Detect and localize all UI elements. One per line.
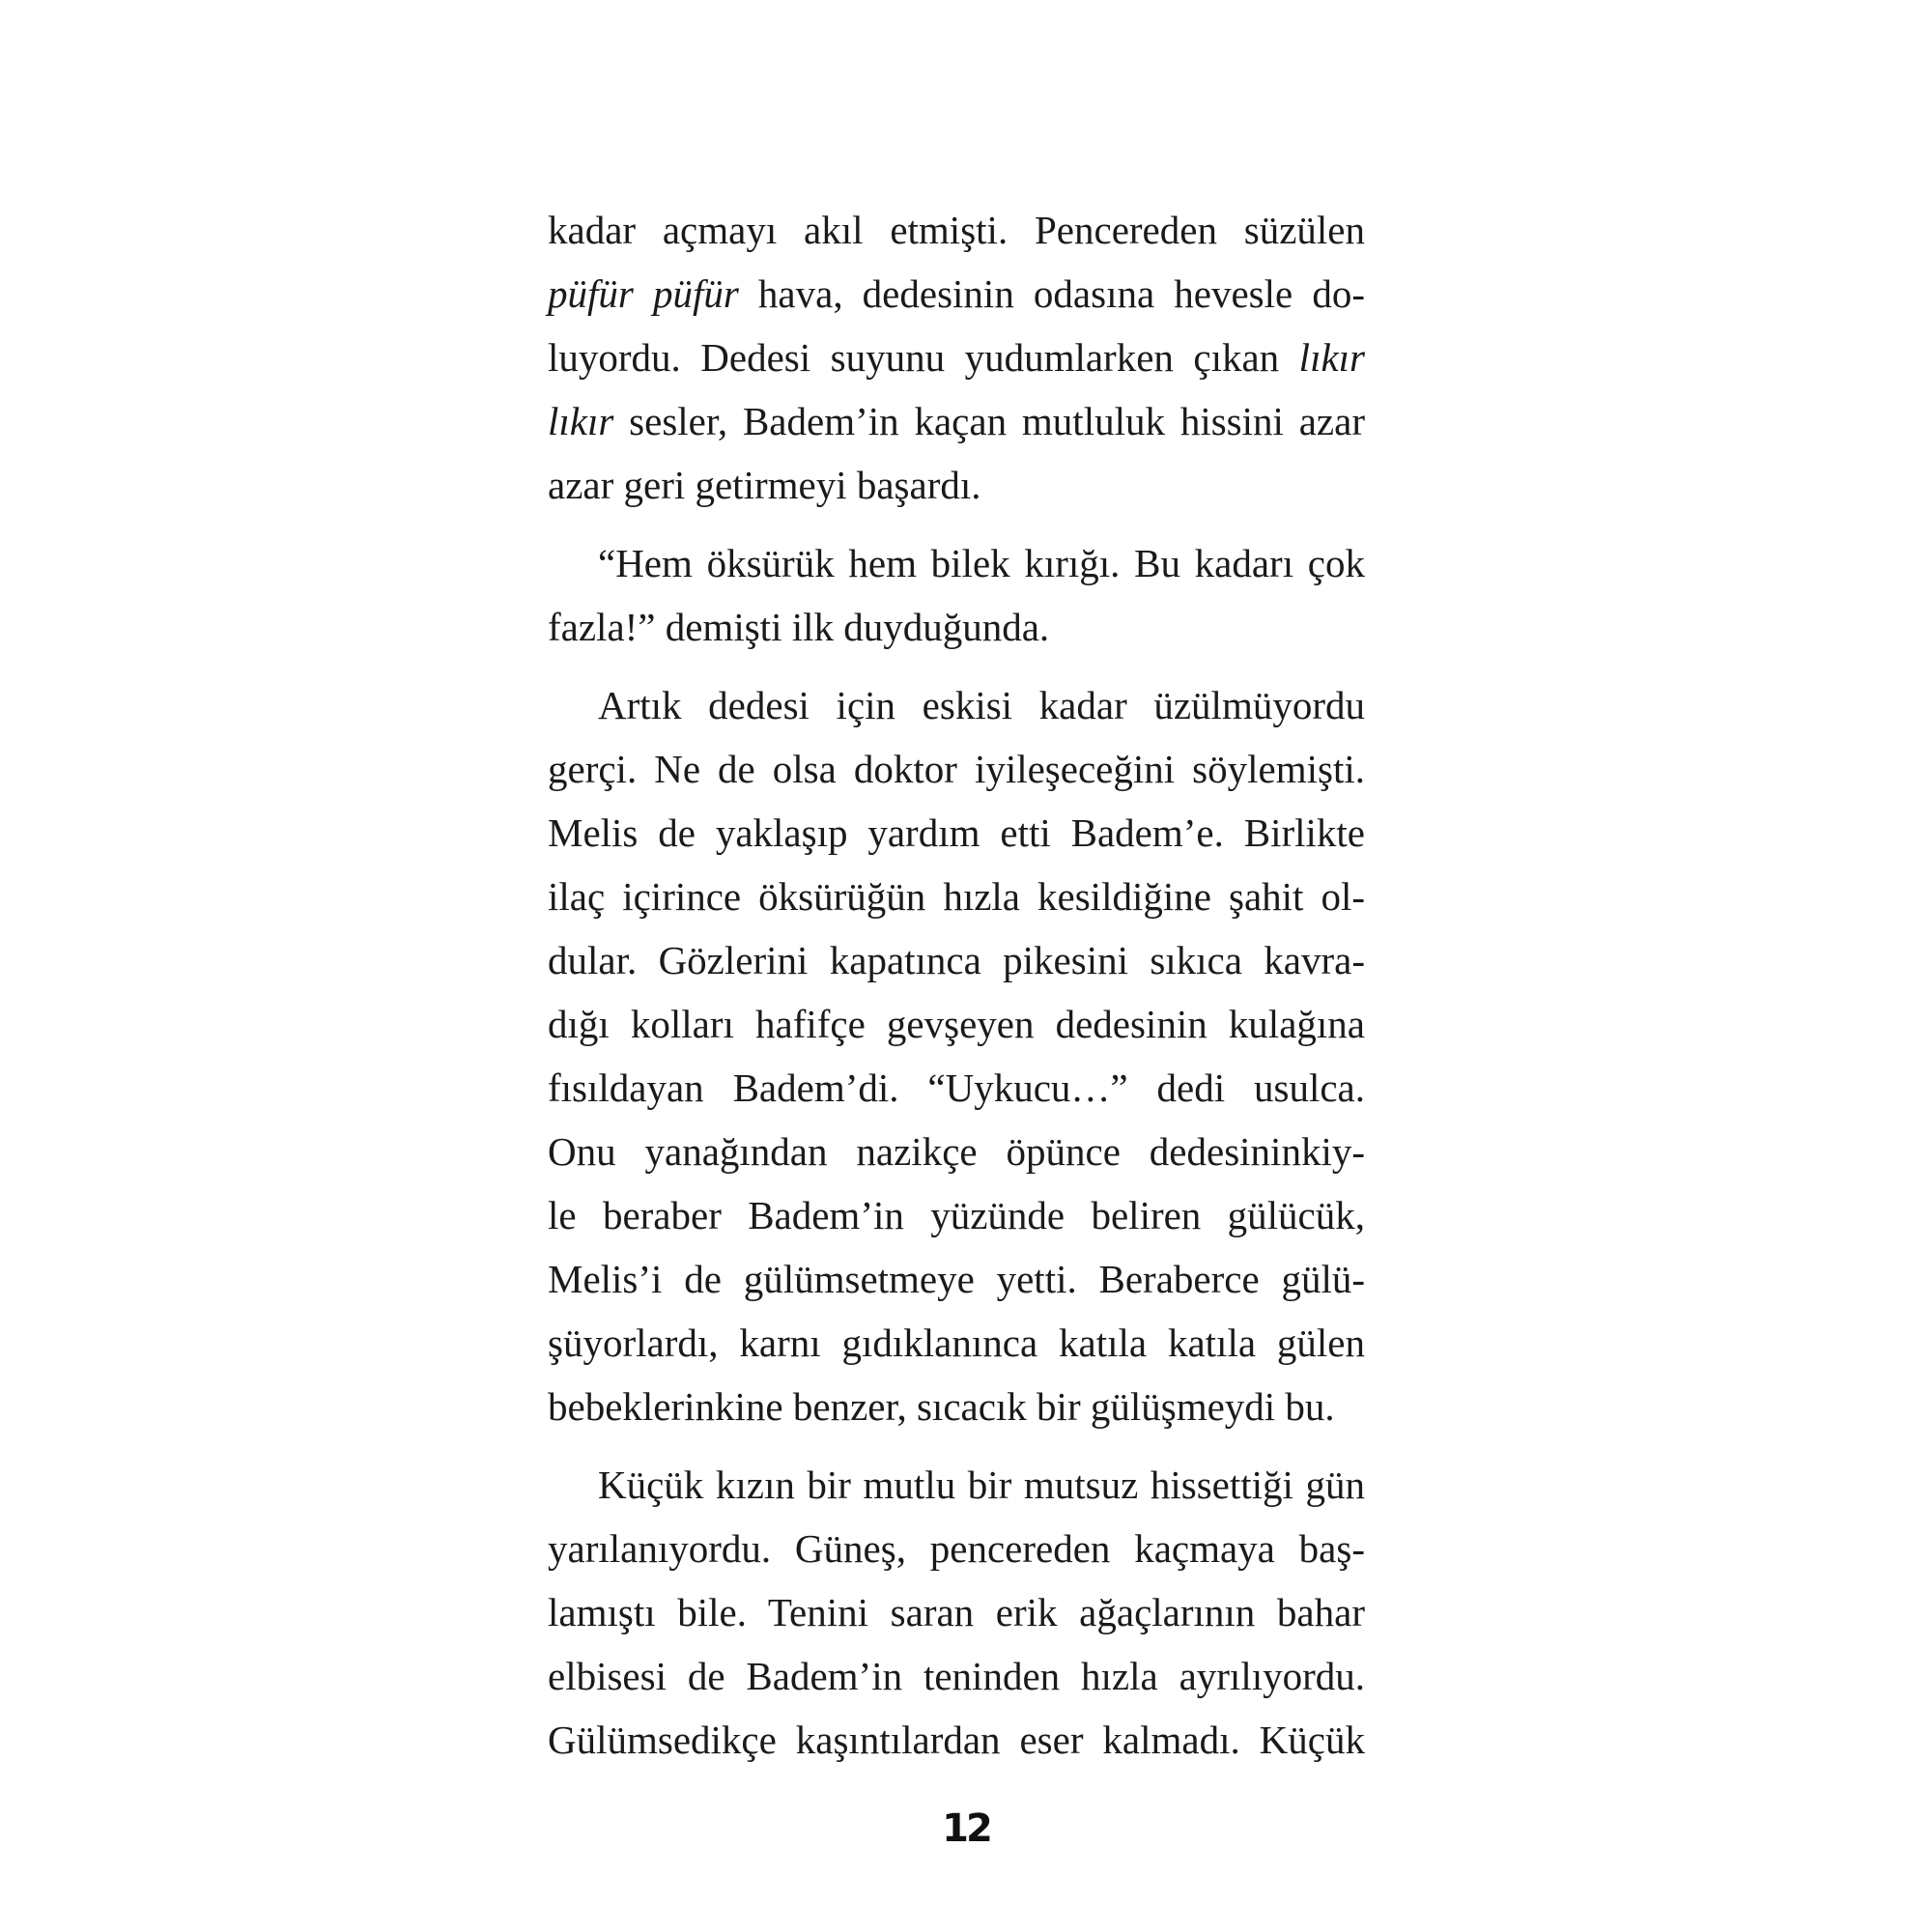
- text-run: yarılanıyordu. Güneş, pencereden kaçmaya baş-: [548, 1526, 1365, 1571]
- text-run: ilaç içirince öksürüğün hızla kesildiğine şahit ol-: [548, 874, 1365, 919]
- text-line: [548, 1120, 1365, 1183]
- text-line: [548, 801, 1365, 865]
- text-line: [548, 1644, 1365, 1708]
- page-number: 12: [942, 1806, 990, 1851]
- text-run: sesler, Badem’in kaçan mutluluk hissini azar: [613, 399, 1365, 443]
- italic-text-run: lıkır: [1298, 335, 1365, 380]
- text-line: [548, 262, 1365, 326]
- text-run: Melis’i de gülümsetmeye yetti. Beraberce gülü-: [548, 1257, 1365, 1301]
- italic-text-run: püfür püfür: [548, 271, 739, 316]
- text-run: hava, dedesinin odasına hevesle do-: [738, 271, 1365, 316]
- text-run: le beraber Badem’in yüzünde beliren gülücük,: [548, 1193, 1365, 1237]
- text-line: [548, 1453, 1365, 1517]
- text-line: [548, 1247, 1365, 1311]
- text-run: gerçi. Ne de olsa doktor iyileşeceğini söylemişti.: [548, 747, 1365, 791]
- text-line: [548, 198, 1365, 262]
- text-run: “Hem öksürük hem bilek kırığı. Bu kadarı çok: [598, 541, 1365, 585]
- text-line: [548, 1311, 1365, 1375]
- text-run: lamıştı bile. Tenini saran erik ağaçlarının bahar: [548, 1590, 1365, 1634]
- text-line: [548, 1580, 1365, 1644]
- paragraph: [548, 1453, 1365, 1772]
- text-run: fısıldayan Badem’di. “Uykucu…” dedi usulca.: [548, 1065, 1365, 1110]
- text-line: [548, 1708, 1365, 1772]
- text-run: Onu yanağından nazikçe öpünce dedesininkiy-: [548, 1129, 1365, 1174]
- text-run: dular. Gözlerini kapatınca pikesini sıkıca kavra-: [548, 938, 1365, 982]
- text-line: [548, 1056, 1365, 1120]
- text-line: [548, 595, 1365, 659]
- text-run: kadar açmayı akıl etmişti. Pencereden süzülen: [548, 208, 1365, 252]
- text-run: fazla!” demişti ilk duyduğunda.: [548, 605, 1050, 649]
- italic-text-run: lıkır: [548, 399, 614, 443]
- text-run: bebeklerinkine benzer, sıcacık bir gülüşmeydi bu.: [548, 1384, 1335, 1429]
- text-line: [548, 673, 1365, 737]
- text-run: azar geri getirmeyi başardı.: [548, 463, 981, 507]
- text-run: şüyorlardı, karnı gıdıklanınca katıla katıla gülen: [548, 1321, 1365, 1365]
- text-run: dığı kolları hafifçe gevşeyen dedesinin kulağına: [548, 1002, 1365, 1046]
- text-line: [548, 737, 1365, 801]
- text-line: [548, 389, 1365, 453]
- text-line: [548, 531, 1365, 595]
- paragraph: [548, 198, 1365, 517]
- text-line: [548, 992, 1365, 1056]
- text-line: [548, 453, 1365, 517]
- text-run: Melis de yaklaşıp yardım etti Badem’e. Birlikte: [548, 810, 1365, 855]
- text-line: [548, 928, 1365, 992]
- text-run: luyordu. Dedesi suyunu yudumlarken çıkan: [548, 335, 1299, 380]
- text-line: [548, 1183, 1365, 1247]
- paragraph: [548, 531, 1365, 659]
- text-line: [548, 1517, 1365, 1580]
- text-line: [548, 865, 1365, 928]
- paragraph: [548, 673, 1365, 1438]
- text-run: Artık dedesi için eskisi kadar üzülmüyordu: [598, 683, 1365, 727]
- text-run: Gülümsedikçe kaşıntılardan eser kalmadı. Küçük: [548, 1718, 1365, 1762]
- text-run: elbisesi de Badem’in teninden hızla ayrılıyordu.: [548, 1654, 1365, 1698]
- book-page-text: [548, 198, 1365, 1772]
- text-line: [548, 326, 1365, 389]
- text-run: Küçük kızın bir mutlu bir mutsuz hissettiği gün: [598, 1463, 1365, 1507]
- text-line: [548, 1375, 1365, 1438]
